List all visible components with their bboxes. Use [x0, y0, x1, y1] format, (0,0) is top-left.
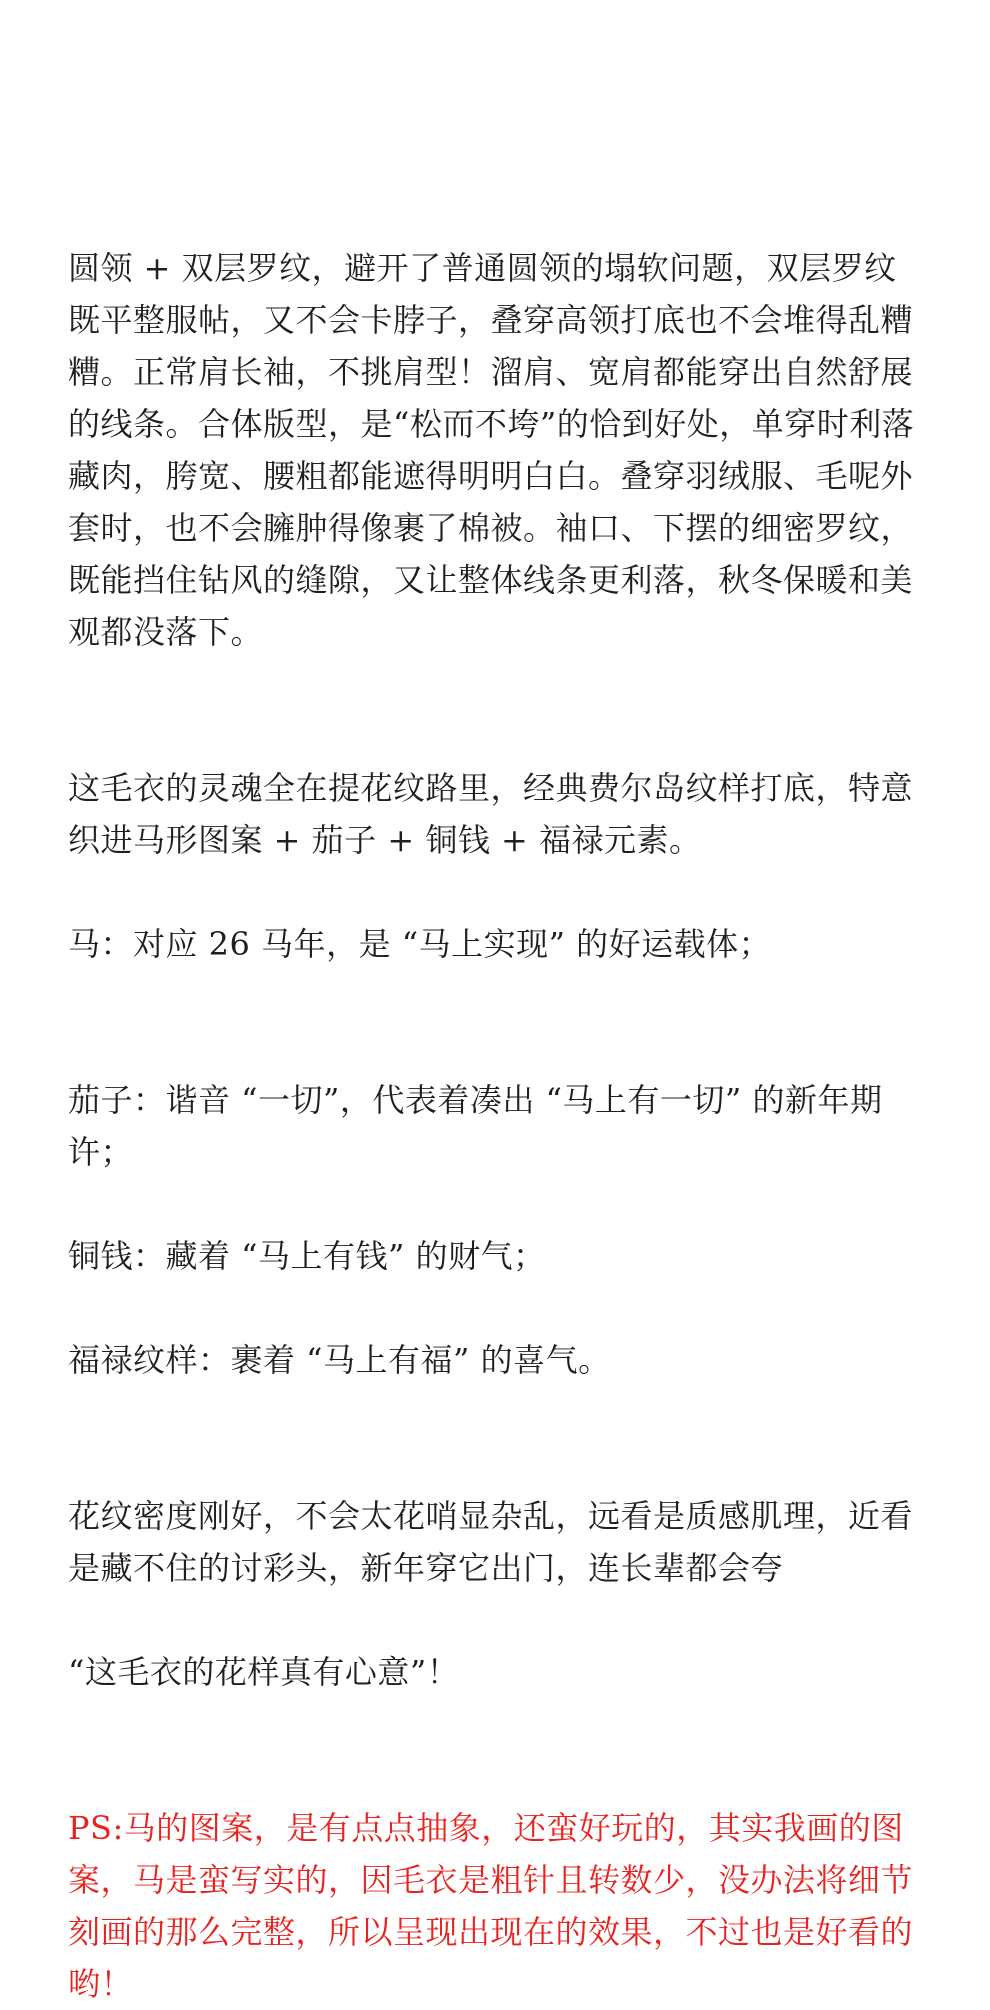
article-body	[68, 242, 922, 2010]
paragraph-ps-note: PS:马的图案，是有点点抽象，还蛮好玩的，其实我画的图案，马是蛮写实的，因毛衣是粗针且转数少，没办法将细节刻画的那么完整，所以呈现出现在的效果，不过也是好看的哟！	[68, 1809, 914, 2003]
paragraph-pattern-intro	[68, 710, 922, 1022]
paragraph-eggplant-meaning: 茄子：谐音 “一切”，代表着凑出 “马上有一切” 的新年期许；	[68, 1081, 883, 1171]
pattern-density-text: 花纹密度刚好，不会太花哨显杂乱，远看是质感肌理，近看是藏不住的讨彩头，新年穿它出门，连长辈都会夸	[68, 1497, 914, 1587]
pattern-intro-text: 这毛衣的灵魂全在提花纹路里，经典费尔岛纹样打底，特意织进马形图案 + 茄子 + 铜钱 + 福禄元素。	[68, 769, 914, 859]
paragraph-fit-description: 圆领 + 双层罗纹，避开了普通圆领的塌软问题，双层罗纹既平整服帖，又不会卡脖子，叠穿高领打底也不会堆得乱糟糟。正常肩长袖，不挑肩型！溜肩、宽肩都能穿出自然舒展的线条。合体版型，是“松而不垮”的恰到好处，单穿时利落藏肉，胯宽、腰粗都能遮得明明白白。叠穿羽绒服、毛呢外套时，也不会臃肿得像裹了棉被。袖口、下摆的细密罗纹，既能挡住钻风的缝隙，又让整体线条更利落，秋冬保暖和美观都没落下。	[68, 249, 915, 651]
paragraph-fulu-meaning: 福禄纹样：裹着 “马上有福” 的喜气。	[68, 1341, 611, 1379]
paragraph-coin-meaning: 铜钱：藏着 “马上有钱” 的财气；	[68, 1237, 546, 1275]
pattern-density-quote: “这毛衣的花样真有心意”！	[68, 1653, 460, 1691]
horse-meaning-text: 马：对应 26 马年，是 “马上实现” 的好运载体；	[68, 925, 772, 963]
paragraph-pattern-density	[68, 1438, 922, 1750]
